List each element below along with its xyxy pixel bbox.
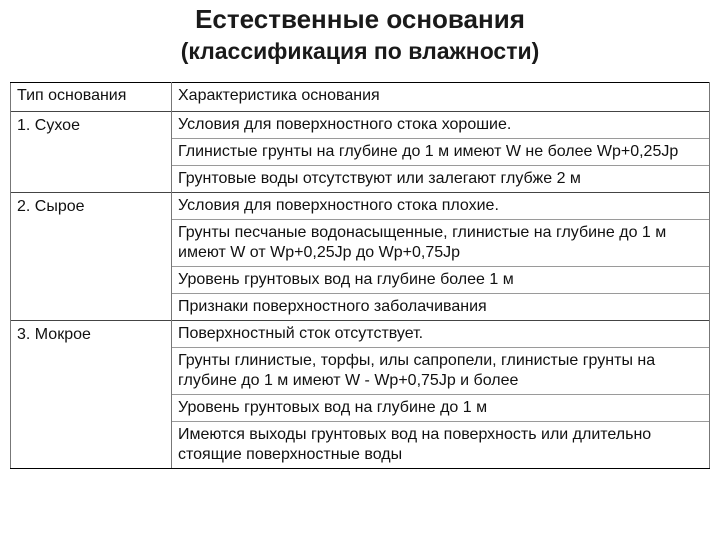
table-row	[11, 193, 710, 220]
characteristic-item: Имеются выходы грунтовых вод на поверхность или длительно стоящие поверхностные воды	[172, 422, 710, 469]
foundation-type-empty	[11, 166, 172, 193]
characteristic-item: Условия для поверхностного стока хорошие.	[172, 112, 710, 139]
characteristic-item: Условия для поверхностного стока плохие.	[172, 193, 710, 220]
characteristic-item: Признаки поверхностного заболачивания	[172, 294, 710, 321]
foundation-type-empty	[11, 294, 172, 321]
table-row	[11, 294, 710, 321]
characteristic-item: Грунты песчаные водонасыщенные, глинистые на глубине до 1 м имеют W от Wp+0,25Jp до Wp+0,75Jp	[172, 220, 710, 267]
table-body	[11, 112, 710, 469]
table-row	[11, 395, 710, 422]
foundation-type-empty	[11, 348, 172, 395]
characteristic-item: Уровень грунтовых вод на глубине до 1 м	[172, 395, 710, 422]
characteristic-item: Уровень грунтовых вод на глубине более 1 м	[172, 267, 710, 294]
header-type: Тип основания	[11, 83, 172, 112]
foundation-type-empty	[11, 139, 172, 166]
table-header-row	[11, 83, 710, 112]
characteristic-item: Глинистые грунты на глубине до 1 м имеют W не более Wp+0,25Jp	[172, 139, 710, 166]
table-row	[11, 220, 710, 267]
table-row	[11, 112, 710, 139]
foundation-type: 2. Сырое	[11, 193, 172, 220]
characteristic-item: Грунты глинистые, торфы, илы сапропели, глинистые грунты на глубине до 1 м имеют W - Wp+0,75Jp и более	[172, 348, 710, 395]
classification-table	[10, 82, 710, 469]
characteristic-item: Поверхностный сток отсутствует.	[172, 321, 710, 348]
table-row	[11, 139, 710, 166]
table-row	[11, 348, 710, 395]
page-title: Естественные основания	[195, 4, 525, 34]
page-subtitle: (классификация по влажности)	[180, 38, 540, 64]
foundation-type-empty	[11, 422, 172, 469]
characteristic-item: Грунтовые воды отсутствуют или залегают глубже 2 м	[172, 166, 710, 193]
foundation-type-empty	[11, 395, 172, 422]
table-row	[11, 267, 710, 294]
foundation-type: 1. Сухое	[11, 112, 172, 139]
table-row	[11, 422, 710, 469]
foundation-type-empty	[11, 267, 172, 294]
table-row	[11, 166, 710, 193]
foundation-type-empty	[11, 220, 172, 267]
header-characteristic: Характеристика основания	[172, 83, 710, 112]
table-row	[11, 321, 710, 348]
foundation-type: 3. Мокрое	[11, 321, 172, 348]
